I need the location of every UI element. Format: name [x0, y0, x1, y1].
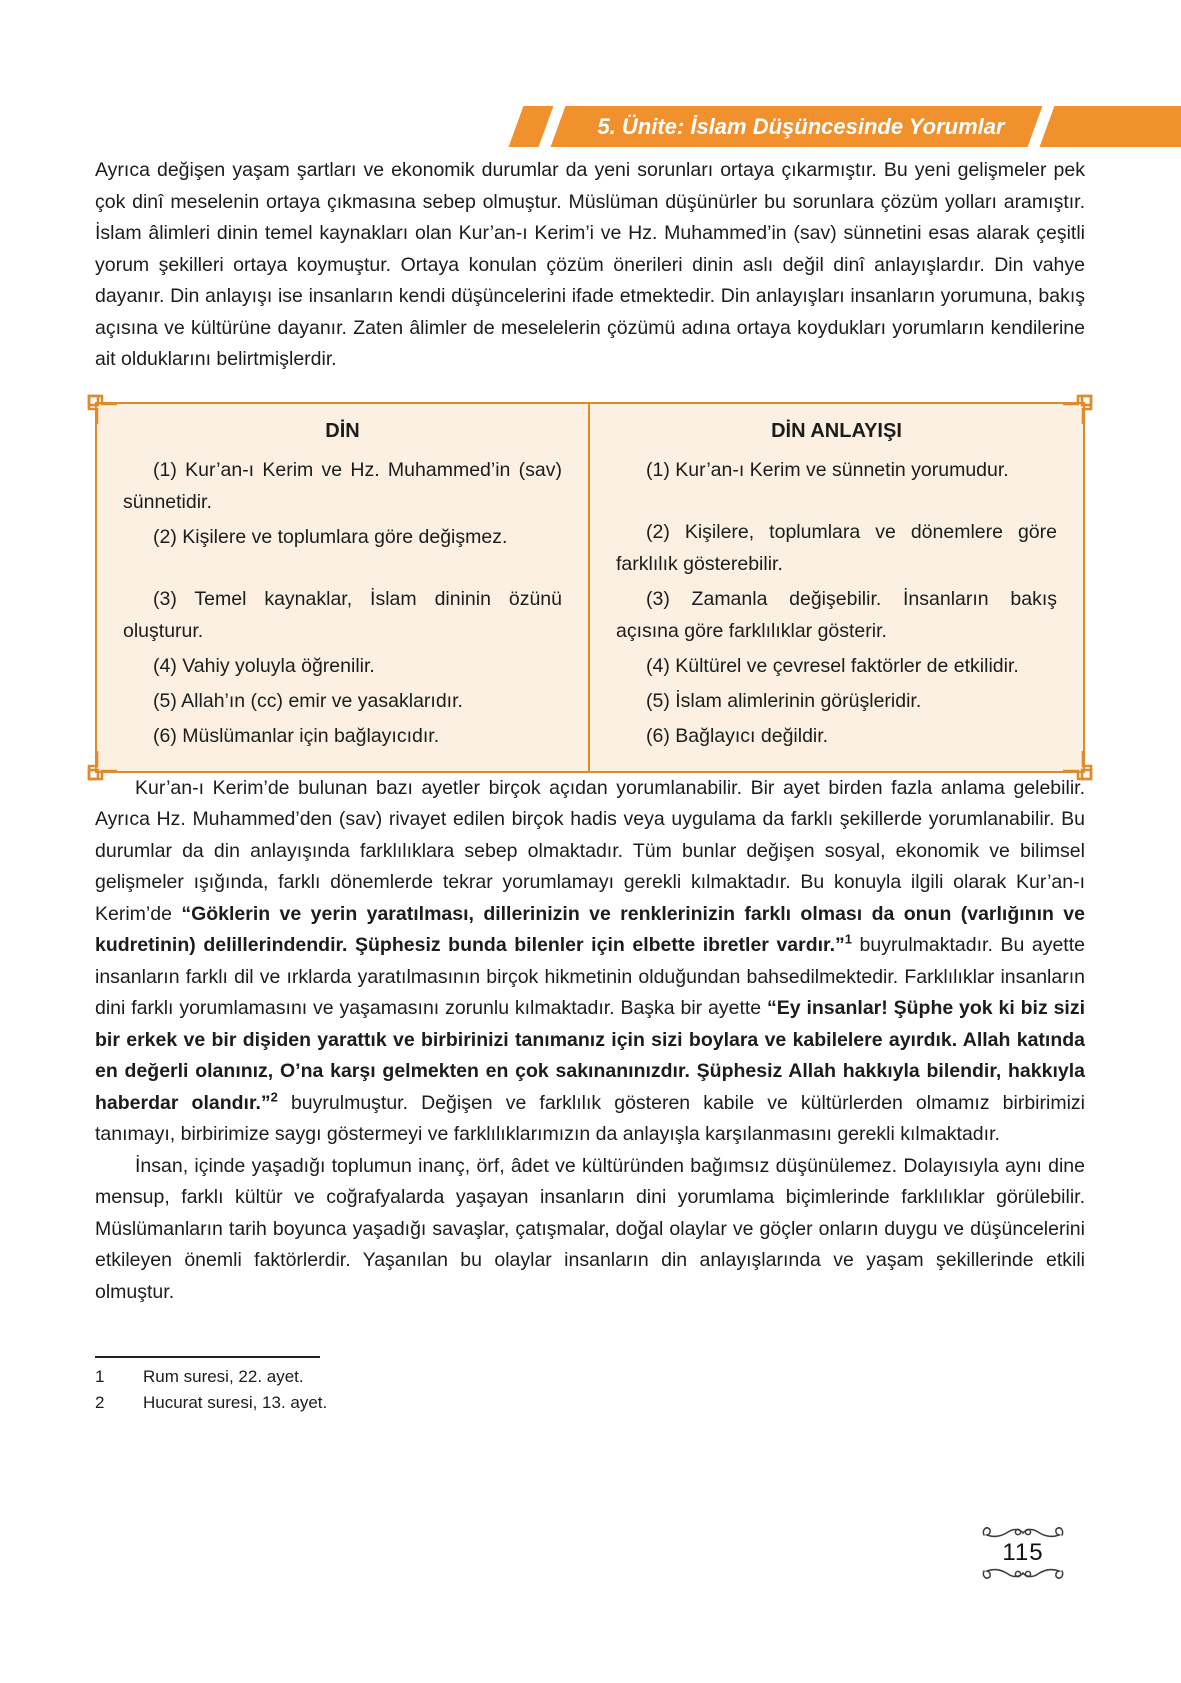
din-anlayisi-item: (2) Kişilere, toplumlara ve dönemlere göre farklılık gösterebilir. [616, 520, 1057, 575]
footnote-divider [95, 1356, 320, 1358]
din-item: (4) Vahiy yoluyla öğrenilir. [153, 654, 375, 677]
page-number: 115 [1002, 1539, 1044, 1566]
paragraph-3: İnsan, içinde yaşadığı toplumun inanç, örf, âdet ve kültüründen bağımsız düşünülemez. Dolayısıyla aynı dine mensup, farklı kültür ve coğrafyalarda yaşayan insanların dini yorumlama biçimlerinde farklılıklar görülebilir. Müslümanların tarih boyunca yaşadığı savaşlar, çatışmalar, doğal olaylar ve göçler onların duygu ve düşüncelerini etkileyen önemli faktörlerdir. Yaşanılan bu olaylar insanların din anlayışlarında ve yaşam şekillerinde etkili olmuştur. [95, 1154, 1085, 1303]
din-anlayisi-column [590, 404, 1083, 771]
p2-text: Kur’an-ı Kerim’de bulunan bazı ayetler birçok açıdan yorumlanabilir. Bir ayet birden fazla anlama gelebilir. Ayrıca Hz. Muhammed’den (sav) rivayet edilen birçok hadis veya uygulama da farklı şekillerde yorumlanabilir. Bu durumlar da din anlayışında farklılıklara sebep olmaktadır. Tüm bunlar değişen sosyal, ekonomik ve bilimsel gelişmeler ışığında, farklı dönemlerde tekrar yorumlamayı gerekli kılmaktadır. Bu konuyla ilgili olarak Kur’an-ı Kerim’de [95, 776, 1085, 925]
footnote-marker: 2 [95, 1393, 105, 1412]
din-anlayisi-item: (1) Kur’an-ı Kerim ve sünnetin yorumudur. [646, 458, 1009, 481]
p2-text: buyrulmaktadır. Bu ayette insanların farklı dil ve ırklarda yaratılmasının birçok hikmetinin olduğundan bahsedilmektedir. Farklılıklar insanların dini farklı yorumlamasını ve yaşamasını zorunlu kılmaktadır. Başka bir ayette [95, 934, 1085, 1019]
p2-quote-2: “Ey insanlar! Şüphe yok ki biz sizi bir erkek ve bir dişiden yarattık ve birbirinizi tanımanız için sizi boylara ve kabilelere ayırdık. Allah katında en değerli olanınız, O’na karşı gelmekten en çok sakınanınızdır. Şüphesiz Allah hakkıyla bilendir, hakkıyla haberdar olandır.” [95, 997, 1086, 1114]
din-item: (1) Kur’an-ı Kerim ve Hz. Muhammed’in (sav) sünnetidir. [123, 458, 562, 513]
footnote-text: Hucurat suresi, 13. ayet. [143, 1393, 328, 1412]
flourish-top-icon [981, 1522, 1065, 1540]
paragraph-1: Ayrıca değişen yaşam şartları ve ekonomik durumlar da yeni sorunları ortaya çıkarmıştır. Bu yeni gelişmeler pek çok dinî meselenin ortaya çıkmasına sebep olmuştur. Müslüman düşünürler bu sorunlara çözüm yolları aramıştır. İslam âlimleri dinin temel kaynakları olan Kur’an-ı Kerim’i ve Hz. Muhammed’in (sav) sünnetini esas alarak çeşitli yorum şekilleri ortaya koymuştur. Ortaya konulan çözüm önerileri dinin aslı değil dinî anlayışlardır. Din vahye dayanır. Din anlayışı ise insanların kendi düşüncelerini ifade etmektedir. Din anlayışları insanların yorumuna, bakış açısına ve kültürüne dayanır. Zaten âlimler de meselelerin çözümü adına ortaya koydukları yorumların kendilerine ait olduklarını belirtmişlerdir. [95, 159, 1085, 370]
page-content [95, 155, 1085, 1416]
din-anlayisi-item: (5) İslam alimlerinin görüşleridir. [646, 689, 922, 712]
din-item: (2) Kişilere ve toplumlara göre değişmez. [153, 525, 508, 548]
p2-quote-1: “Göklerin ve yerin yaratılması, dillerinizin ve renklerinizin farklı olması da onun (varlığının ve kudretinin) delillerindendir. Şüphesiz bunda bilenler için elbette ibretler vardır.” [95, 902, 1085, 956]
din-anlayisi-column-title: DİN ANLAYIŞI [771, 419, 902, 442]
din-anlayisi-item: (4) Kültürel ve çevresel faktörler de etkilidir. [646, 654, 1019, 677]
footnote-ref-1: 1 [844, 931, 852, 947]
flourish-bottom-icon [981, 1566, 1065, 1584]
unit-title: 5. Ünite: İslam Düşüncesinde Yorumlar [597, 114, 1005, 139]
din-item: (5) Allah’ın (cc) emir ve yasaklarıdır. [153, 689, 463, 712]
table-corner-ornament [1063, 392, 1095, 424]
din-column-title: DİN [325, 419, 360, 442]
footnote-text: Rum suresi, 22. ayet. [143, 1367, 304, 1386]
footnotes [95, 1356, 1085, 1416]
p2-text: buyrulmuştur. Değişen ve farklılık gösteren kabile ve kültürlerden olmamız birbirimizi tanımayı, birbirimize saygı göstermeyi ve farklılıklarımızın da anlayışla karşılanmasını gerekli kılmaktadır. [95, 1091, 1086, 1145]
din-item: (6) Müslümanlar için bağlayıcıdır. [153, 724, 440, 747]
din-anlayisi-item: (6) Bağlayıcı değildir. [646, 724, 829, 747]
din-anlayisi-item: (3) Zamanla değişebilir. İnsanların bakış açısına göre farklılıklar gösterir. [616, 587, 1057, 642]
table-corner-ornament [85, 751, 117, 783]
table-corner-ornament [85, 392, 117, 424]
din-item: (3) Temel kaynaklar, İslam dininin özünü oluşturur. [123, 587, 562, 642]
din-comparison-table [95, 402, 1085, 773]
table-corner-ornament [1063, 751, 1095, 783]
din-column [97, 404, 590, 771]
footnote-ref-2: 2 [270, 1089, 278, 1104]
footnote-marker: 1 [95, 1367, 105, 1386]
paragraph-2 [95, 773, 1085, 1151]
footnote-1 [95, 1364, 1085, 1390]
page-number-ornament [975, 1522, 1071, 1584]
footnote-2 [95, 1390, 1085, 1416]
unit-header-banner [516, 106, 1181, 147]
